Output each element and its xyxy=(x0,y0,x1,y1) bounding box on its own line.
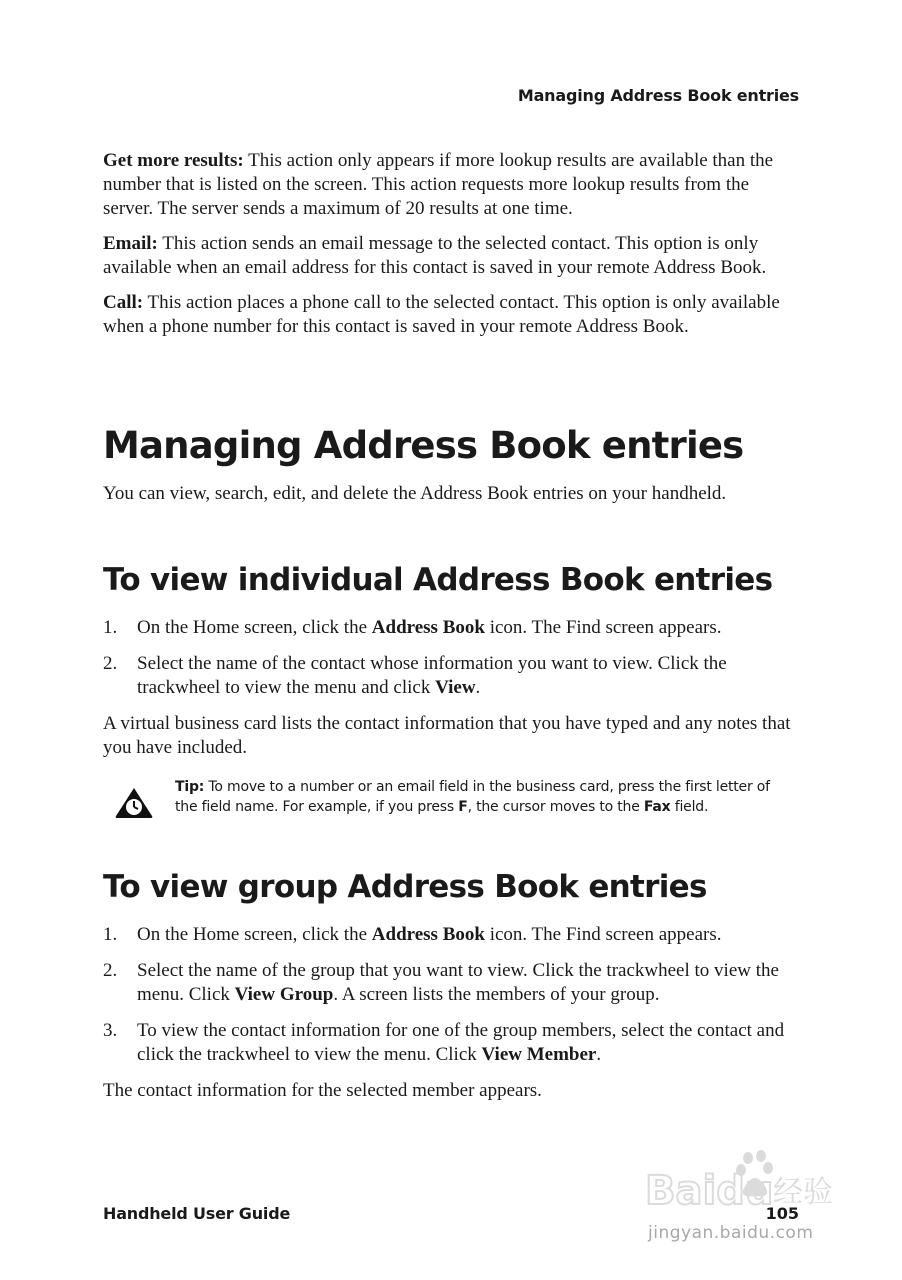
ui-term: View Member xyxy=(481,1044,597,1065)
step-text: Select the name of the contact whose information you want to view. Click the trackwheel to view the menu and click View. xyxy=(137,653,727,698)
running-header: Managing Address Book entries xyxy=(517,86,799,105)
tip-label: Tip: xyxy=(175,779,205,795)
watermark-url: jingyan.baidu.com xyxy=(648,1223,814,1243)
page-number: 105 xyxy=(765,1204,799,1223)
step-number: 3. xyxy=(103,1020,118,1041)
tip-icon xyxy=(114,786,154,820)
definition-email xyxy=(103,232,803,280)
group-result-text: The contact information for the selected member appears. xyxy=(103,1080,542,1101)
section-intro: You can view, search, edit, and delete the Address Book entries on your handheld. xyxy=(103,483,727,504)
definition-term: Email: xyxy=(103,233,158,254)
step-number: 1. xyxy=(103,924,118,945)
watermark-cn: 经验 xyxy=(773,1175,833,1210)
definition-text: This action only appears if more lookup results are available than the number that is listed on the screen. This action requests more lookup results from the server. The server sends a maximum of 20 results at one time. xyxy=(103,150,774,219)
section-title: Managing Address Book entries xyxy=(103,424,744,467)
view-result-text: A virtual business card lists the contact information that you have typed and any notes that you have included. xyxy=(103,713,791,758)
ui-term: View Group xyxy=(234,984,334,1005)
step-text: On the Home screen, click the Address Book icon. The Find screen appears. xyxy=(137,924,722,945)
intro-definitions xyxy=(103,149,803,339)
field-name: Fax xyxy=(643,799,671,815)
baidu-watermark-icon xyxy=(645,1150,865,1230)
step-number: 2. xyxy=(103,653,118,674)
step-number: 2. xyxy=(103,960,118,981)
ui-term: View xyxy=(435,677,476,698)
step-number: 1. xyxy=(103,617,118,638)
tip-text: Tip: To move to a number or an email field in the business card, press the first letter of the field name. For example, if you press F, the cursor moves to the Fax field. xyxy=(175,779,770,815)
definition-text: This action places a phone call to the selected contact. This option is only available when a phone number for this contact is saved in your remote Address Book. xyxy=(103,292,780,337)
definition-term: Call: xyxy=(103,292,144,313)
watermark-brand: Baidu xyxy=(645,1168,774,1214)
ui-term: Address Book xyxy=(371,617,485,638)
heading-view-individual: To view individual Address Book entries xyxy=(103,562,773,598)
heading-view-group: To view group Address Book entries xyxy=(103,869,707,905)
step-text: To view the contact information for one of the group members, select the contact and click the trackwheel to view the menu. Click View Member. xyxy=(137,1020,785,1065)
definition-text: This action sends an email message to the selected contact. This option is only available when an email address for this contact is saved in your remote Address Book. xyxy=(103,233,767,278)
key-letter: F xyxy=(458,799,468,815)
definition-get-more-results xyxy=(103,149,803,221)
definition-call xyxy=(103,291,803,339)
step-text: On the Home screen, click the Address Book icon. The Find screen appears. xyxy=(137,617,722,638)
definition-term: Get more results: xyxy=(103,150,244,171)
step-text: Select the name of the group that you want to view. Click the trackwheel to view the menu. Click View Group. A screen lists the members of your group. xyxy=(137,960,779,1005)
ui-term: Address Book xyxy=(371,924,485,945)
footer-guide-title: Handheld User Guide xyxy=(103,1204,291,1223)
